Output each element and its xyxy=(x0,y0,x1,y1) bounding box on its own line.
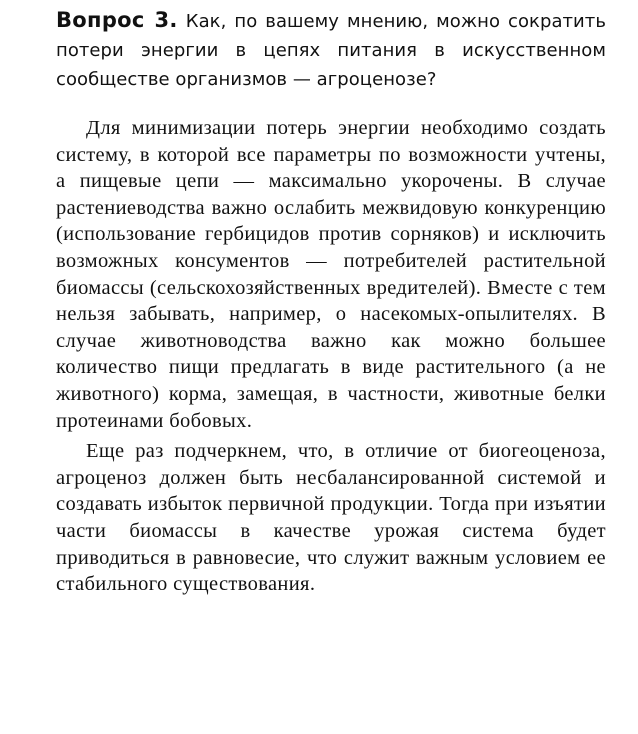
answer-paragraph-1: Для минимизации потерь энергии необходимо создать систему, в которой все параметры по возможности учтены, а пищевые цепи — максимально укорочены. В случае растениеводства важно ослабить межвидовую конкуренцию (использование гербицидов против сорняков) и исключить возможных консументов — потребителей растительной биомассы (сельскохозяйственных вредителей). Вместе с тем нельзя забывать, например, о насекомых-опылителях. В случае животноводства важно как можно большее количество пищи предлагать в виде растительного (а не животного) корма, замещая, в частности, животные белки протеинами бобовых. xyxy=(56,117,606,432)
answer-block xyxy=(56,115,606,598)
answer-paragraph-2: Еще раз подчеркнем, что, в отличие от биогеоценоза, агроценоз должен быть несбалансированной системой и создавать избыток первичной продукции. Тогда при изъятии части биомассы в качестве урожая система будет приводиться в равновесие, что служит важным условием ее стабильного существования. xyxy=(56,440,606,596)
question-label: Вопрос 3. xyxy=(56,8,178,32)
question-block xyxy=(56,6,606,94)
question-text: Как, по вашему мнению, можно сократить потери энергии в цепях питания в искусственном сообществе организмов — агроценозе? xyxy=(56,11,606,90)
